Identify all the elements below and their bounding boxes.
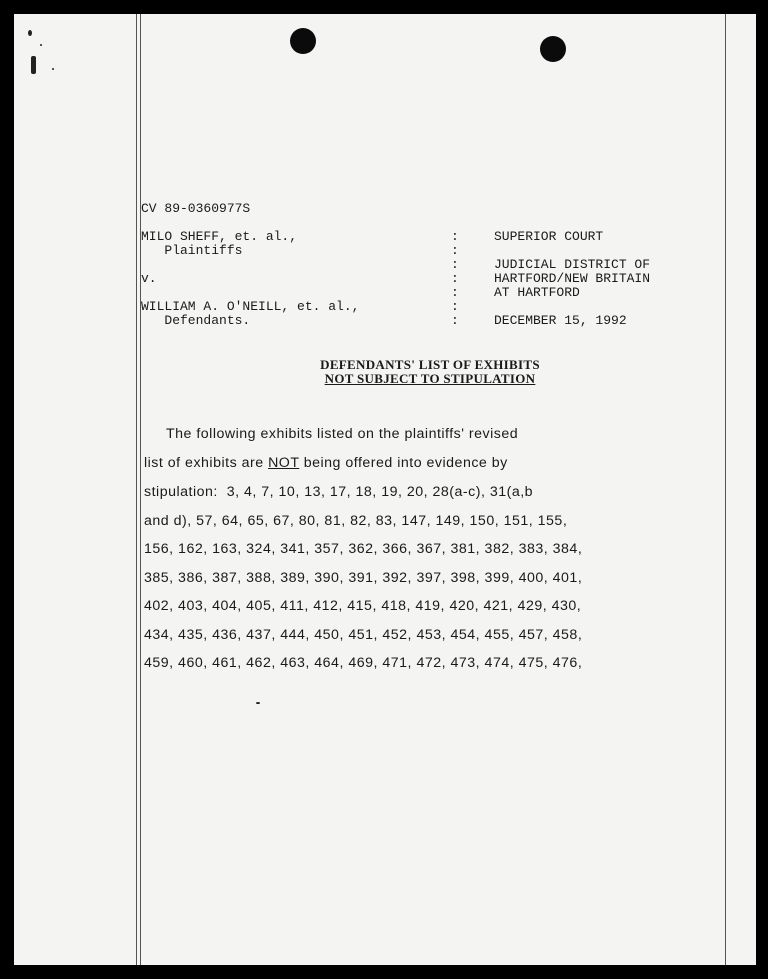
caption-right-line: SUPERIOR COURT (494, 229, 604, 244)
body-text: being offered into evidence by (299, 455, 508, 471)
right-margin-rule (725, 14, 726, 965)
caption-left-line: Defendants. (141, 313, 251, 328)
body-line: 459, 460, 461, 462, 463, 464, 469, 471, 472, 473, 474, 475, 476, (144, 655, 583, 671)
body-line: stipulation: 3, 4, 7, 10, 13, 17, 18, 19, 20, 28(a-c), 31(a,b (144, 484, 534, 500)
caption-right-line: DECEMBER 15, 1992 (494, 313, 627, 328)
caption-separator: : (451, 229, 459, 244)
caption-separator: : (451, 299, 459, 314)
body-line: 385, 386, 387, 388, 389, 390, 391, 392, 397, 398, 399, 400, 401, (144, 570, 583, 586)
scan-speck (256, 702, 260, 704)
body-line: 156, 162, 163, 324, 341, 357, 362, 366, 367, 381, 382, 383, 384, (144, 541, 583, 557)
left-margin-rule (136, 14, 137, 965)
document-subtitle: NOT SUBJECT TO STIPULATION (324, 371, 536, 386)
caption-left-line: Plaintiffs (141, 243, 243, 258)
punch-hole-right (540, 36, 566, 62)
body-line: and d), 57, 64, 65, 67, 80, 81, 82, 83, 147, 149, 150, 151, 155, (144, 513, 568, 529)
left-margin-rule-inner (140, 14, 141, 965)
body-text: list of exhibits are (144, 455, 269, 471)
punch-hole-left (290, 28, 316, 54)
emphasis-not: NOT (268, 455, 300, 471)
scan-speck (52, 68, 54, 70)
scan-speck (40, 44, 42, 46)
caption-left-line: v. (141, 271, 157, 286)
body-line: 402, 403, 404, 405, 411, 412, 415, 418, 419, 420, 421, 429, 430, (144, 598, 582, 614)
caption-separator: : (451, 257, 459, 272)
body-line: 434, 435, 436, 437, 444, 450, 451, 452, 453, 454, 455, 457, 458, (144, 627, 583, 643)
case-number: CV 89-0360977S (141, 201, 251, 216)
document-page (14, 14, 756, 965)
scan-speck (31, 56, 36, 74)
caption-left-line: WILLIAM A. O'NEILL, et. al., (141, 299, 360, 314)
caption-separator: : (451, 313, 459, 328)
caption-separator: : (451, 285, 459, 300)
caption-right-line: AT HARTFORD (494, 285, 580, 300)
document-title: DEFENDANTS' LIST OF EXHIBITS (320, 357, 540, 372)
body-line: The following exhibits listed on the plaintiffs' revised (144, 426, 519, 442)
caption-separator: : (451, 243, 459, 258)
scan-speck (28, 30, 32, 36)
caption-right-line: HARTFORD/NEW BRITAIN (494, 271, 651, 286)
body-line (144, 455, 508, 471)
caption-separator: : (451, 271, 459, 286)
caption-right-line: JUDICIAL DISTRICT OF (494, 257, 651, 272)
caption-left-line: MILO SHEFF, et. al., (141, 229, 298, 244)
